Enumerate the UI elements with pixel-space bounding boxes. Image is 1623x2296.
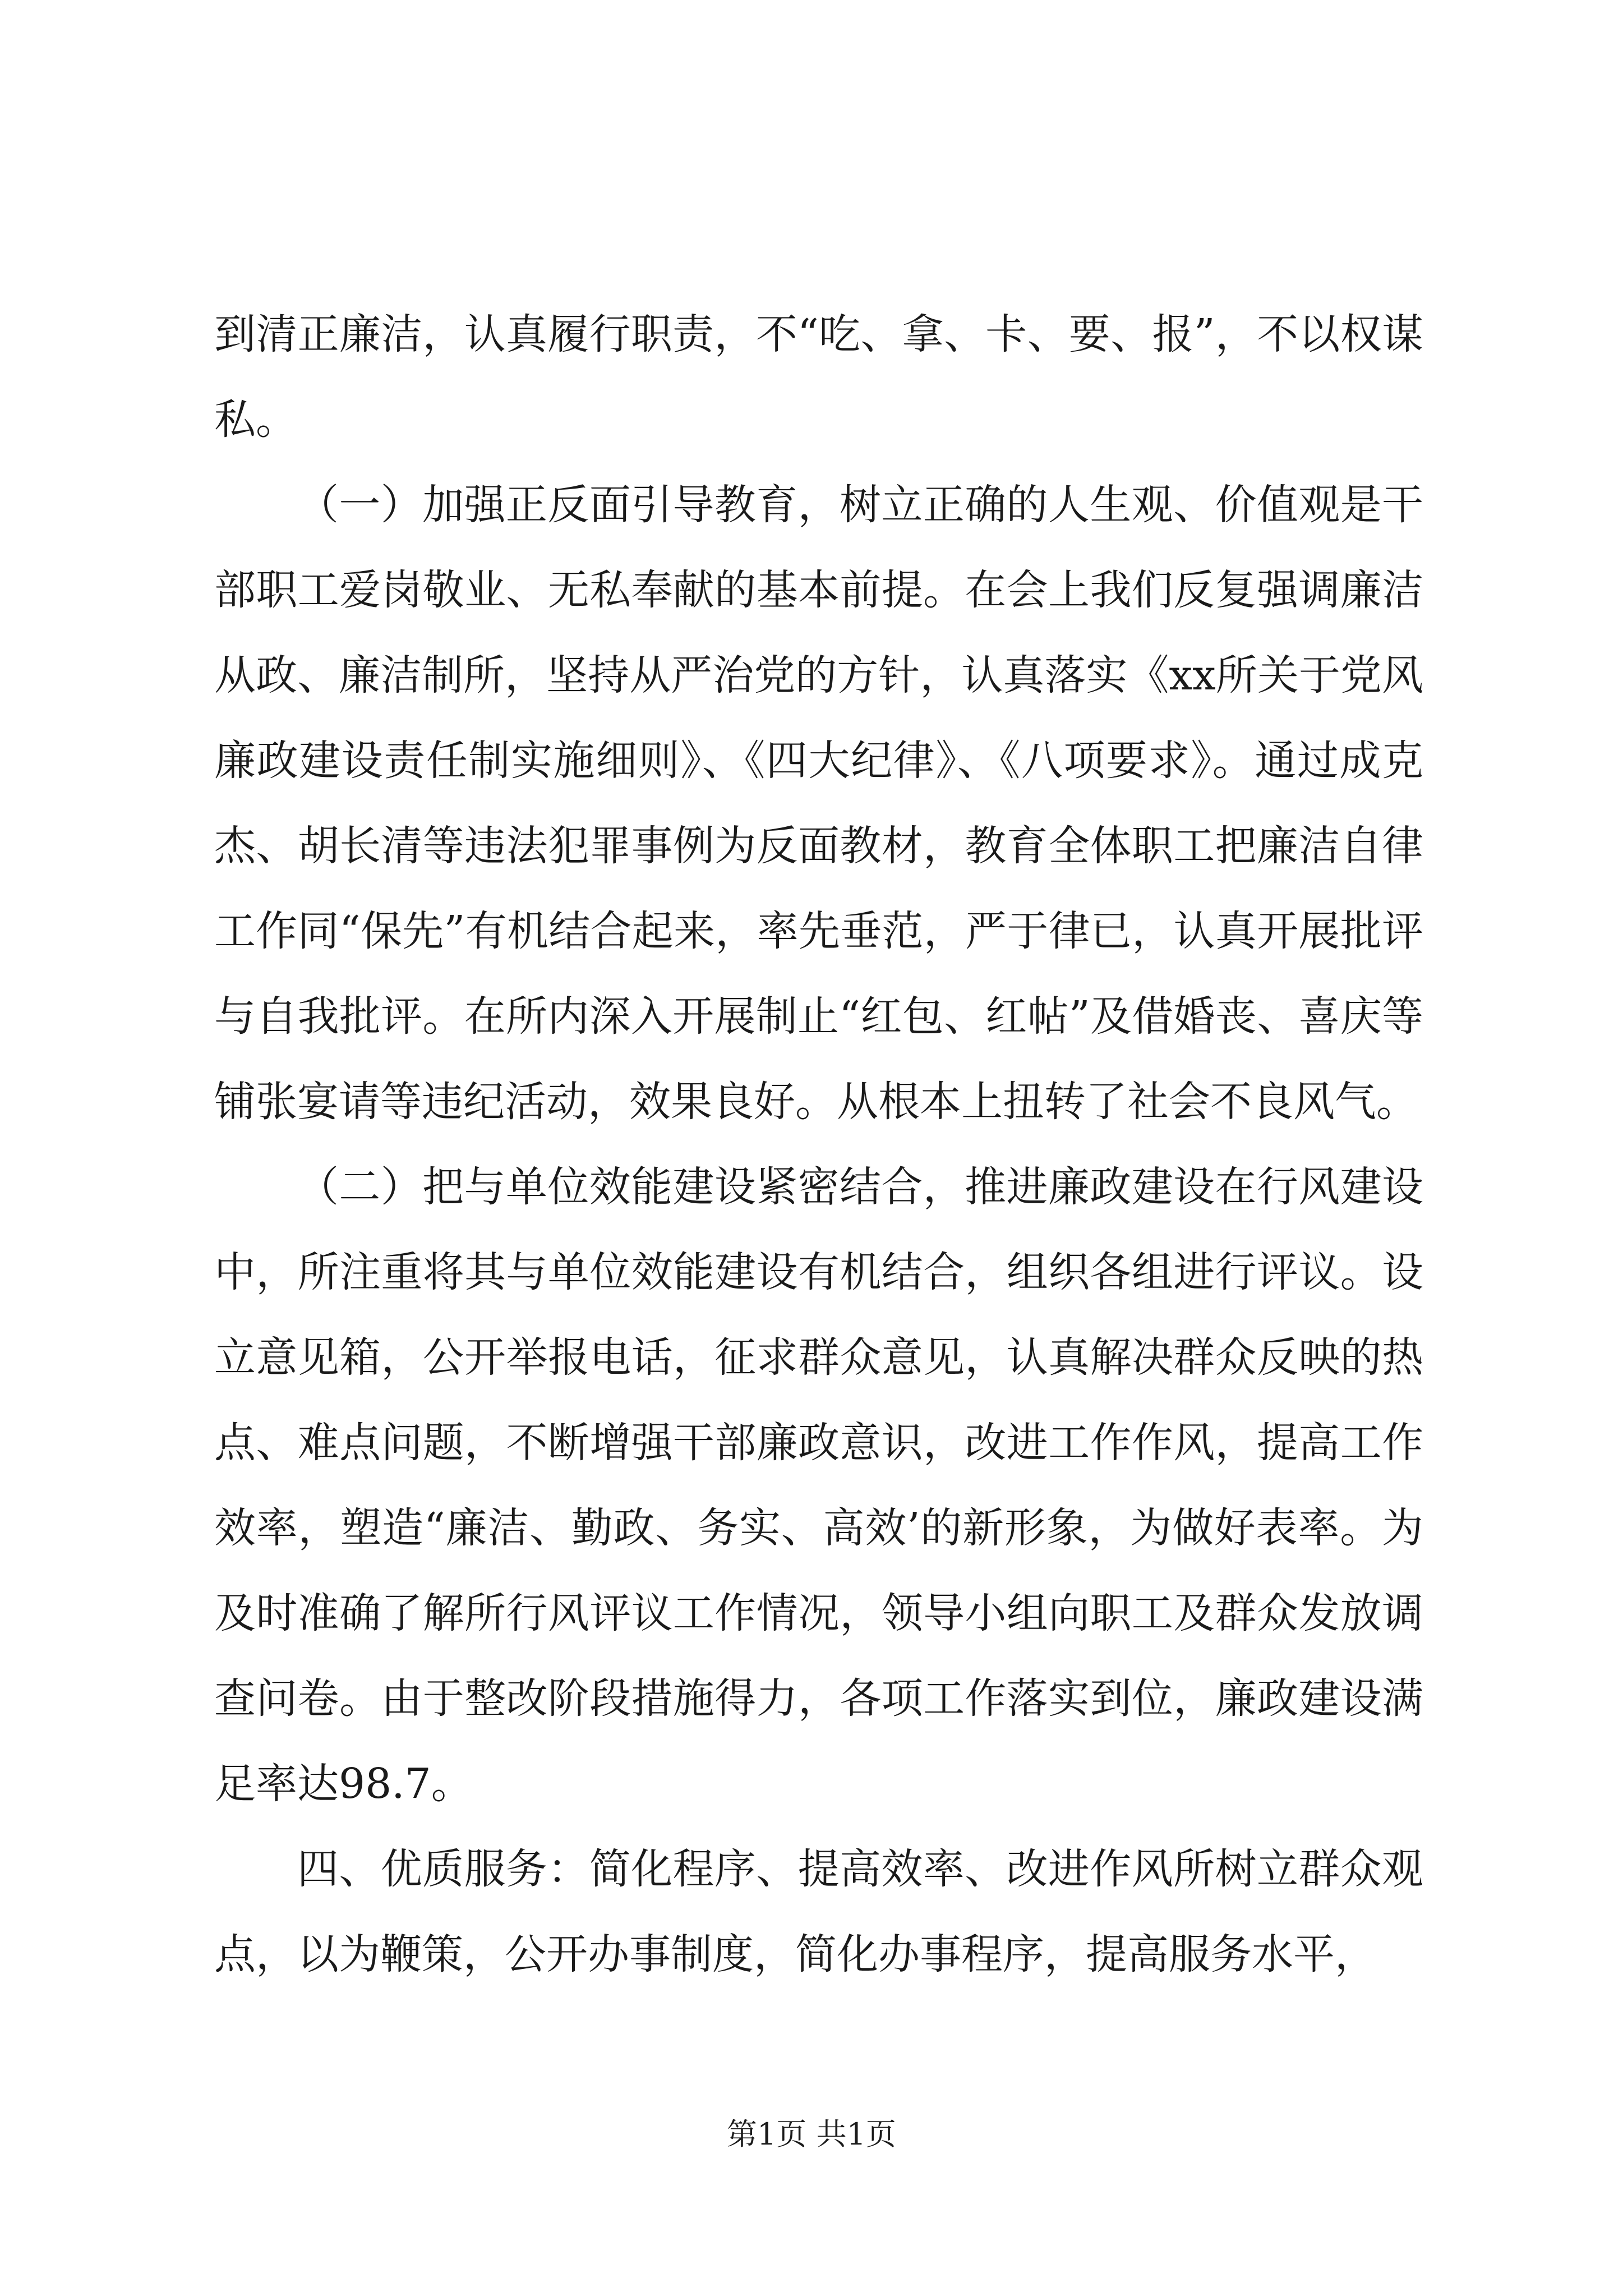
paragraph-continuation: 到清正廉洁，认真履行职责，不“吃、拿、卡、要、报”，不以权谋私。 — [214, 310, 1423, 444]
paragraph-section-one: （一）加强正反面引导教育，树立正确的人生观、价值观是干部职工爱岗敬业、无私奉献的基本前提。在会上我们反复强调廉洁从政、廉洁制所，坚持从严治党的方针，认真落实《xx所关于党风廉政建设责任制实施细则》、《四大纪律》、《八项要求》。通过成克杰、胡长清等违法犯罪事例为反面教材，教育全体职工把廉洁自律工作同“保先”有机结合起来，率先垂范，严于律已，认真开展批评与自我批评。在所内深入开展制止“红包、红帖”及借婚丧、喜庆等铺张宴请等违纪活动，效果良好。从根本上扭转了社会不良风气。 — [214, 481, 1423, 1126]
paragraph-section-four: 四、优质服务：简化程序、提高效率、改进作风所树立群众观点，以为鞭策，公开办事制度，简化办事程序，提高服务水平， — [214, 1845, 1423, 1978]
body-text — [214, 292, 1423, 1997]
page-footer: 第1页 共1页 — [727, 2116, 896, 2152]
paragraph-section-two: （二）把与单位效能建设紧密结合，推进廉政建设在行风建设中，所注重将其与单位效能建设有机结合，组织各组进行评议。设立意见箱，公开举报电话，征求群众意见，认真解决群众反映的热点、难点问题，不断增强干部廉政意识，改进工作作风，提高工作效率，塑造“廉洁、勤政、务实、高效’的新形象，为做好表率。为及时准确了解所行风评议工作情况，领导小组向职工及群众发放调查问卷。由于整改阶段措施得力，各项工作落实到位，廉政建设满足率达98.7。 — [214, 1163, 1423, 1808]
